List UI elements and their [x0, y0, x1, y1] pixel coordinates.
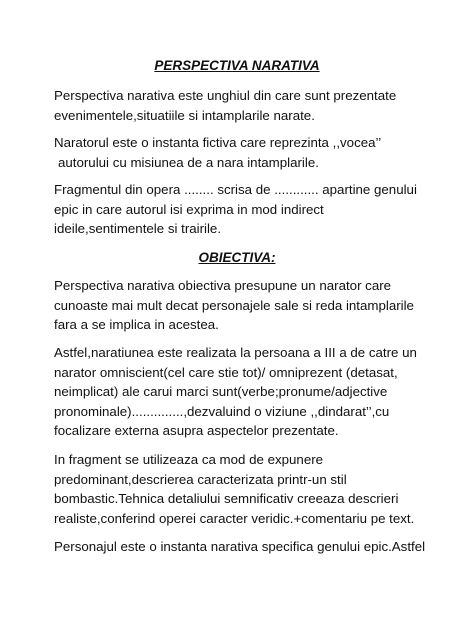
paragraph-fragment — [54, 180, 434, 239]
text-line: Naratorul este o instanta fictiva care reprezinta ,,vocea’’ — [54, 135, 382, 150]
paragraph-narator — [54, 133, 434, 172]
text-line: Perspectiva narativa obiectiva presupune un narator care — [54, 278, 392, 293]
text-line: epic in care autorul isi exprima in mod indirect — [54, 201, 324, 217]
text-line: In fragment se utilizeaza ca mod de expunere — [54, 452, 324, 467]
paragraph-personajul — [54, 537, 434, 557]
text-line: Personajul este o instanta narativa specifica genului epic.Astfel — [54, 539, 426, 554]
text-line: Astfel,naratiunea este realizata la persoana a III a de catre un — [54, 345, 417, 360]
text-line: Fragmentul din opera ........ scrisa de ............ apartine genului — [54, 182, 417, 197]
paragraph-obiectiva — [54, 276, 434, 335]
text-line: Perspectiva narativa este unghiul din care sunt prezentate — [54, 88, 397, 103]
text-line: pronominale)..............,dezvaluind o viziune ,,dindarat’’,cu — [54, 403, 390, 419]
text-line: focalizare externa asupra aspectelor prezentate. — [54, 423, 339, 438]
paragraph-fragment-expunere — [54, 450, 434, 528]
text-line: realiste,conferind operei caracter veridic.+comentariu pe text. — [54, 510, 415, 526]
paragraph-definition — [54, 86, 434, 125]
text-line: bombastic.Tehnica detaliului semnificativ creeaza descrieri — [54, 491, 399, 506]
text-line: evenimentele,situatiile si intamplarile narate. — [54, 107, 315, 123]
text-line: predominant,descrierea caracterizata printr-un stil — [54, 471, 347, 487]
text-line: autorului cu misiunea de a nara intamplarile. — [58, 154, 319, 170]
text-line: narator omniscient(cel care stie tot)/ omniprezent (detasat, — [54, 364, 398, 380]
text-line: cunoaste mai mult decat personajele sale si reda intamplarile — [54, 297, 414, 313]
page-title: PERSPECTIVA NARATIVA — [154, 58, 320, 73]
text-line: fara a se implica in acestea. — [54, 317, 219, 332]
text-line: ideile,sentimentele si trairile. — [54, 221, 222, 236]
section-subheading: OBIECTIVA: — [198, 250, 276, 265]
text-line: neimplicat) ale carui marci sunt(verbe;pronume/adjective — [54, 384, 388, 399]
paragraph-astfel — [54, 343, 434, 441]
